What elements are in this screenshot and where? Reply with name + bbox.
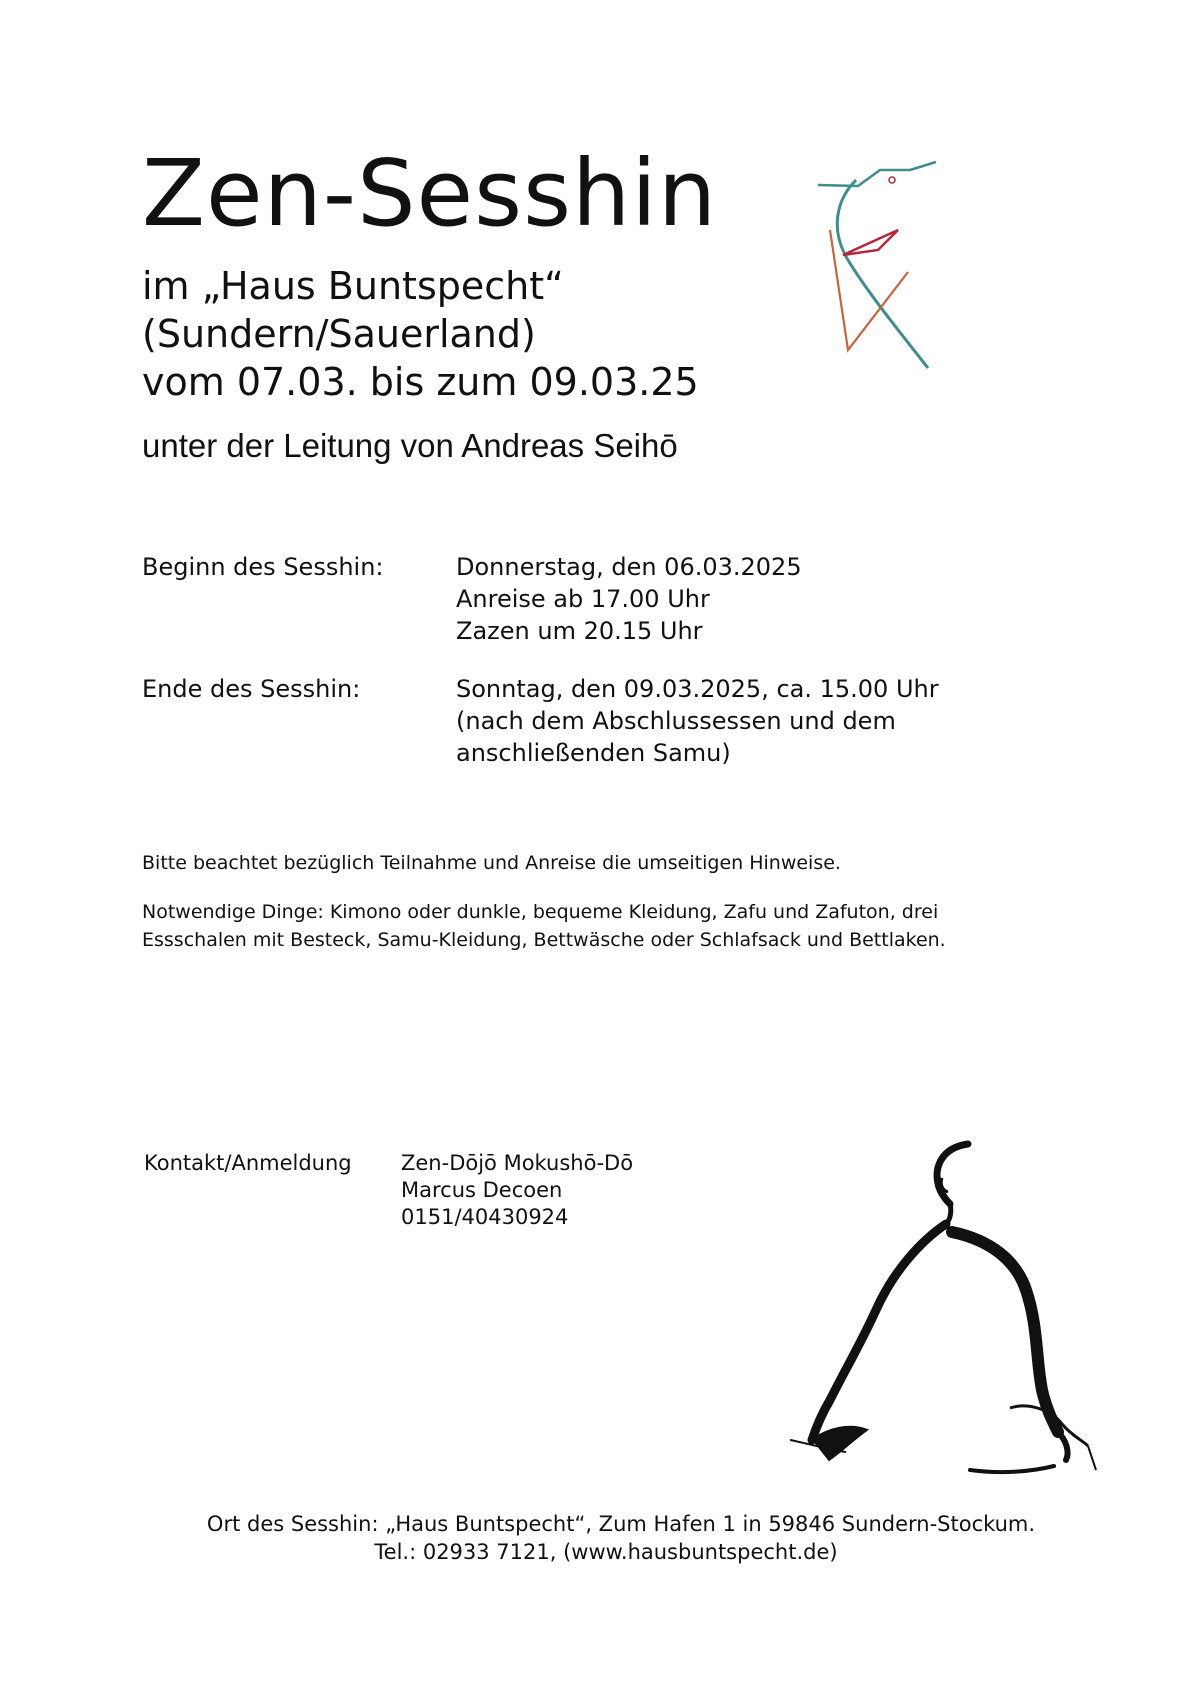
begin-date: Donnerstag, den 06.03.2025 — [456, 553, 802, 581]
contact-phone: 0151/40430924 — [401, 1205, 569, 1229]
venue-address: Ort des Sesshin: „Haus Buntspecht“, Zum Hafen 1 in 59846 Sundern-Stockum. — [206, 1512, 1036, 1536]
contact-label: Kontakt/Anmeldung — [144, 1151, 352, 1175]
participation-note: Bitte beachtet bezüglich Teilnahme und Anreise die umseitigen Hinweise. — [142, 852, 841, 874]
begin-arrival: Anreise ab 17.00 Uhr — [456, 585, 710, 613]
requirements-note — [142, 898, 946, 954]
contact-person: Marcus Decoen — [401, 1178, 563, 1202]
contact-dojo: Zen-Dōjō Mokushō-Dō — [401, 1151, 634, 1175]
bird-line-logo-icon — [818, 160, 948, 370]
end-label: Ende des Sesshin: — [142, 675, 361, 703]
venue-phone-web: Tel.: 02933 7121, (www.hausbuntspecht.de) — [374, 1540, 838, 1564]
end-date: Sonntag, den 09.03.2025, ca. 15.00 Uhr — [456, 675, 939, 703]
subtitle-dates: vom 07.03. bis zum 09.03.25 — [142, 360, 699, 404]
subtitle-region: (Sundern/Sauerland) — [142, 312, 536, 356]
end-note-2: anschließenden Samu) — [456, 739, 731, 767]
requirements-line-2: Essschalen mit Besteck, Samu-Kleidung, Bettwäsche oder Schlafsack und Bettlaken. — [142, 929, 946, 951]
begin-label: Beginn des Sesshin: — [142, 553, 384, 581]
seated-monk-ink-drawing-icon — [790, 1140, 1110, 1480]
subtitle-venue: im „Haus Buntspecht“ — [142, 264, 564, 308]
end-note-1: (nach dem Abschlussessen und dem — [456, 707, 896, 735]
page-title: Zen-Sesshin — [142, 140, 718, 247]
leader-line: unter der Leitung von Andreas Seihō — [142, 427, 678, 464]
requirements-line-1: Notwendige Dinge: Kimono oder dunkle, bequeme Kleidung, Zafu und Zafuton, drei — [142, 901, 939, 923]
begin-zazen: Zazen um 20.15 Uhr — [456, 617, 703, 645]
